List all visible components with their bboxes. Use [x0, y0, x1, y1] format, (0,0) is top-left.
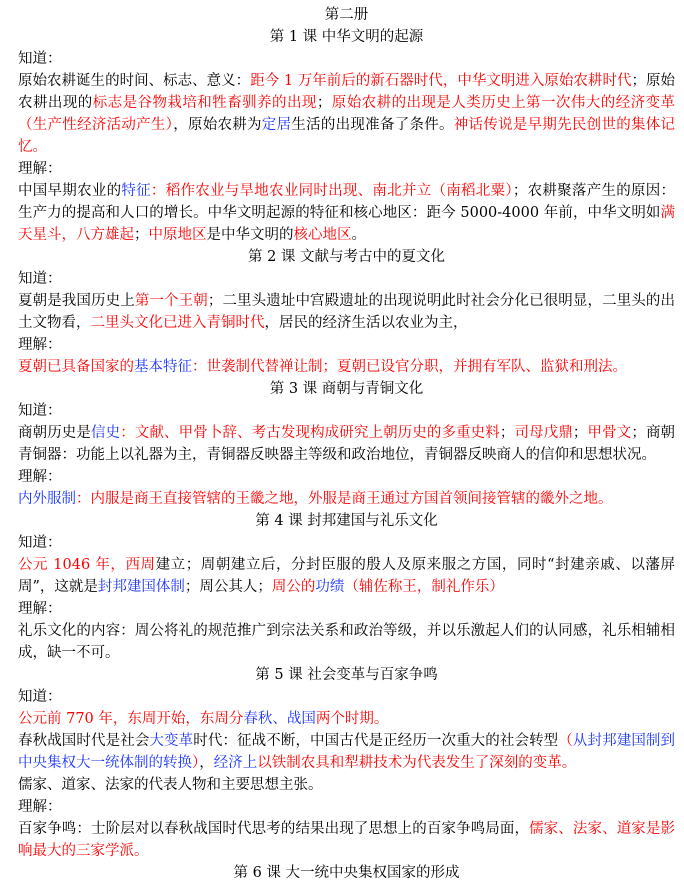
highlight-blue-text: 从封邦建国制到中央集权大一统体制的转换 [18, 733, 676, 771]
body-text: 春秋战国时代是社会 [18, 733, 150, 749]
highlight-red-text: 二里头文化已进入青铜时代 [90, 315, 265, 331]
highlight-red-text: 标志是谷物栽培和牲畜驯养的出现 [92, 95, 317, 111]
highlight-blue-text: 功绩 [315, 579, 345, 595]
body-text: 。 [351, 227, 366, 243]
highlight-red-text: 神话传说是早期先民创世的集体记忆。 [18, 117, 676, 155]
book-title: 第二册 [324, 7, 369, 23]
section-label: 知道： [18, 51, 62, 67]
highlight-red-text: 公元 1046 年，西周 [18, 557, 156, 573]
section-paragraph [18, 290, 675, 334]
highlight-red-text: 周公的 [271, 579, 316, 595]
body-text: ；商朝青铜器：功能上以礼器为主，青铜器反映器主等级和政治地位，青铜器反映商人的信仰和思想状况。 [18, 425, 676, 463]
section-paragraph [18, 180, 675, 246]
body-text: ， [199, 755, 214, 771]
lesson-title: 第 6 课 大一统中央集权国家的形成 [233, 865, 460, 881]
section-paragraph [18, 554, 675, 598]
section-paragraph [18, 356, 675, 378]
body-text: ；周公其人； [184, 579, 272, 595]
body-text: ；二里头遗址中宫殿遗址的出现说明此时社会分化已很明显，二里头的出土文物看， [18, 293, 676, 331]
highlight-red-text: 公元前 770 年，东周开始，东周分 [18, 711, 244, 727]
section-paragraph [18, 620, 675, 664]
body-text: 建立；周朝建立后，分封臣服的殷人及原来服之方国，同时“封建亲戚、以藩屏周”，这就是 [18, 557, 675, 595]
section-paragraph [18, 488, 675, 510]
body-text: ； [316, 95, 332, 111]
section-paragraph [18, 818, 675, 862]
body-text: ； [499, 425, 515, 441]
body-text: ，居民的经济生活以农业为主， [264, 315, 468, 331]
section-label: 理解： [18, 469, 62, 485]
section-label: 知道： [18, 271, 62, 287]
body-text: 商朝历史是 [18, 425, 92, 441]
section-label: 知道： [18, 535, 62, 551]
body-text: 儒家、道家、法家的代表人物和主要思想主张。 [18, 777, 323, 793]
highlight-red-text: 核心地区 [293, 227, 352, 243]
section-label: 知道： [18, 403, 62, 419]
body-text: 是中华文明的 [206, 227, 294, 243]
highlight-red-text: 司母戊鼎 [514, 425, 573, 441]
section-paragraph [18, 70, 675, 158]
highlight-red-text: （ [558, 733, 573, 749]
lesson-list [18, 26, 675, 884]
highlight-blue-text: 基本特征 [134, 359, 192, 375]
highlight-red-text: 甲骨文 [587, 425, 632, 441]
highlight-red-text: 夏朝已具备国家的 [18, 359, 134, 375]
highlight-red-text: （辅佐称王，制礼作乐） [344, 579, 504, 595]
body-text: 中国早期农业的 [18, 183, 122, 199]
body-text: 时代：征战不断，中国古代是正经历一次重大的社会转型 [193, 733, 559, 749]
highlight-red-text: 以铁制农具和犁耕技术为代表发生了深刻的变革。 [257, 755, 577, 771]
body-text: ，原始农耕为 [173, 117, 262, 133]
highlight-red-text: 满天星斗，八方雄起 [18, 205, 675, 243]
highlight-red-text: 儒家、法家、道家是影响最大的三家学派。 [18, 821, 675, 859]
body-text: ；原始农耕出现的 [18, 73, 676, 111]
highlight-red-text: ：稻作农业与旱地农业同时出现、南北并立（南稻北粟） [150, 183, 513, 199]
highlight-blue-text: 定居 [261, 117, 292, 133]
body-text: 礼乐文化的内容：周公将礼的规范推广到宗法关系和政治等级，并以乐激起人们的认同感，礼乐相辅相成，缺一不可。 [18, 623, 675, 661]
body-text: 生活的出现准备了条件。 [291, 117, 454, 133]
highlight-blue-text: 特征 [121, 183, 151, 199]
highlight-red-text: 第一个王朝 [134, 293, 208, 309]
highlight-blue-text: 信史 [91, 425, 121, 441]
highlight-red-text: 原始农耕的出现是人类历史上第一次伟大的经济变革（生产性经济活动产生） [18, 95, 676, 133]
highlight-red-text: ：文献、甲骨卜辞、考古发现构成研究上朝历史的多重史料 [120, 425, 500, 441]
section-label: 理解： [18, 601, 62, 617]
lesson-title: 第 2 课 文献与考古中的夏文化 [247, 249, 446, 265]
section-label: 理解： [18, 799, 62, 815]
highlight-red-text: 两个时期。 [315, 711, 389, 727]
highlight-blue-text: 封邦建国体制 [97, 579, 185, 595]
highlight-red-text: 距今 1 万年前后的新石器时代，中华文明进入原始农耕时代 [250, 73, 632, 89]
body-text: 原始农耕诞生的时间、标志、意义： [18, 73, 251, 89]
highlight-blue-text: 内外服制 [18, 491, 76, 507]
lesson-title: 第 3 课 商朝与青铜文化 [269, 381, 424, 397]
lesson-title: 第 4 课 封邦建国与礼乐文化 [255, 513, 438, 529]
highlight-red-text: 中原地区 [148, 227, 207, 243]
section-label: 知道： [18, 689, 62, 705]
section-paragraph [18, 708, 675, 796]
body-text: 百家争鸣：士阶层对以春秋战国时代思考的结果出现了思想上的百家争鸣局面， [18, 821, 530, 837]
body-text: ； [134, 227, 149, 243]
highlight-red-text: ） [192, 755, 200, 771]
lesson-title: 第 5 课 社会变革与百家争鸣 [255, 667, 438, 683]
highlight-blue-text: 春秋、战国 [243, 711, 316, 727]
highlight-blue-text: 大变革 [149, 733, 194, 749]
lesson-title: 第 1 课 中华文明的起源 [269, 29, 424, 45]
section-label: 理解： [18, 337, 62, 353]
section-label: 理解： [18, 161, 62, 177]
highlight-blue-text: 经济上 [213, 755, 258, 771]
section-paragraph [18, 422, 675, 466]
body-text: 夏朝是我国历史上 [18, 293, 135, 309]
highlight-red-text: ：世袭制代替禅让制；夏朝已设官分职，并拥有军队、监狱和刑法。 [192, 359, 627, 375]
highlight-red-text: ：内服是商王直接管辖的王畿之地，外服是商王通过方国首领间接管辖的畿外之地。 [76, 491, 613, 507]
body-text: ； [572, 425, 588, 441]
body-text: ；农耕聚落产生的原因：生产力的提高和人口的增长。中华文明起源的特征和核心地区：距今 5000-4000 年前，中华文明如 [18, 183, 676, 221]
